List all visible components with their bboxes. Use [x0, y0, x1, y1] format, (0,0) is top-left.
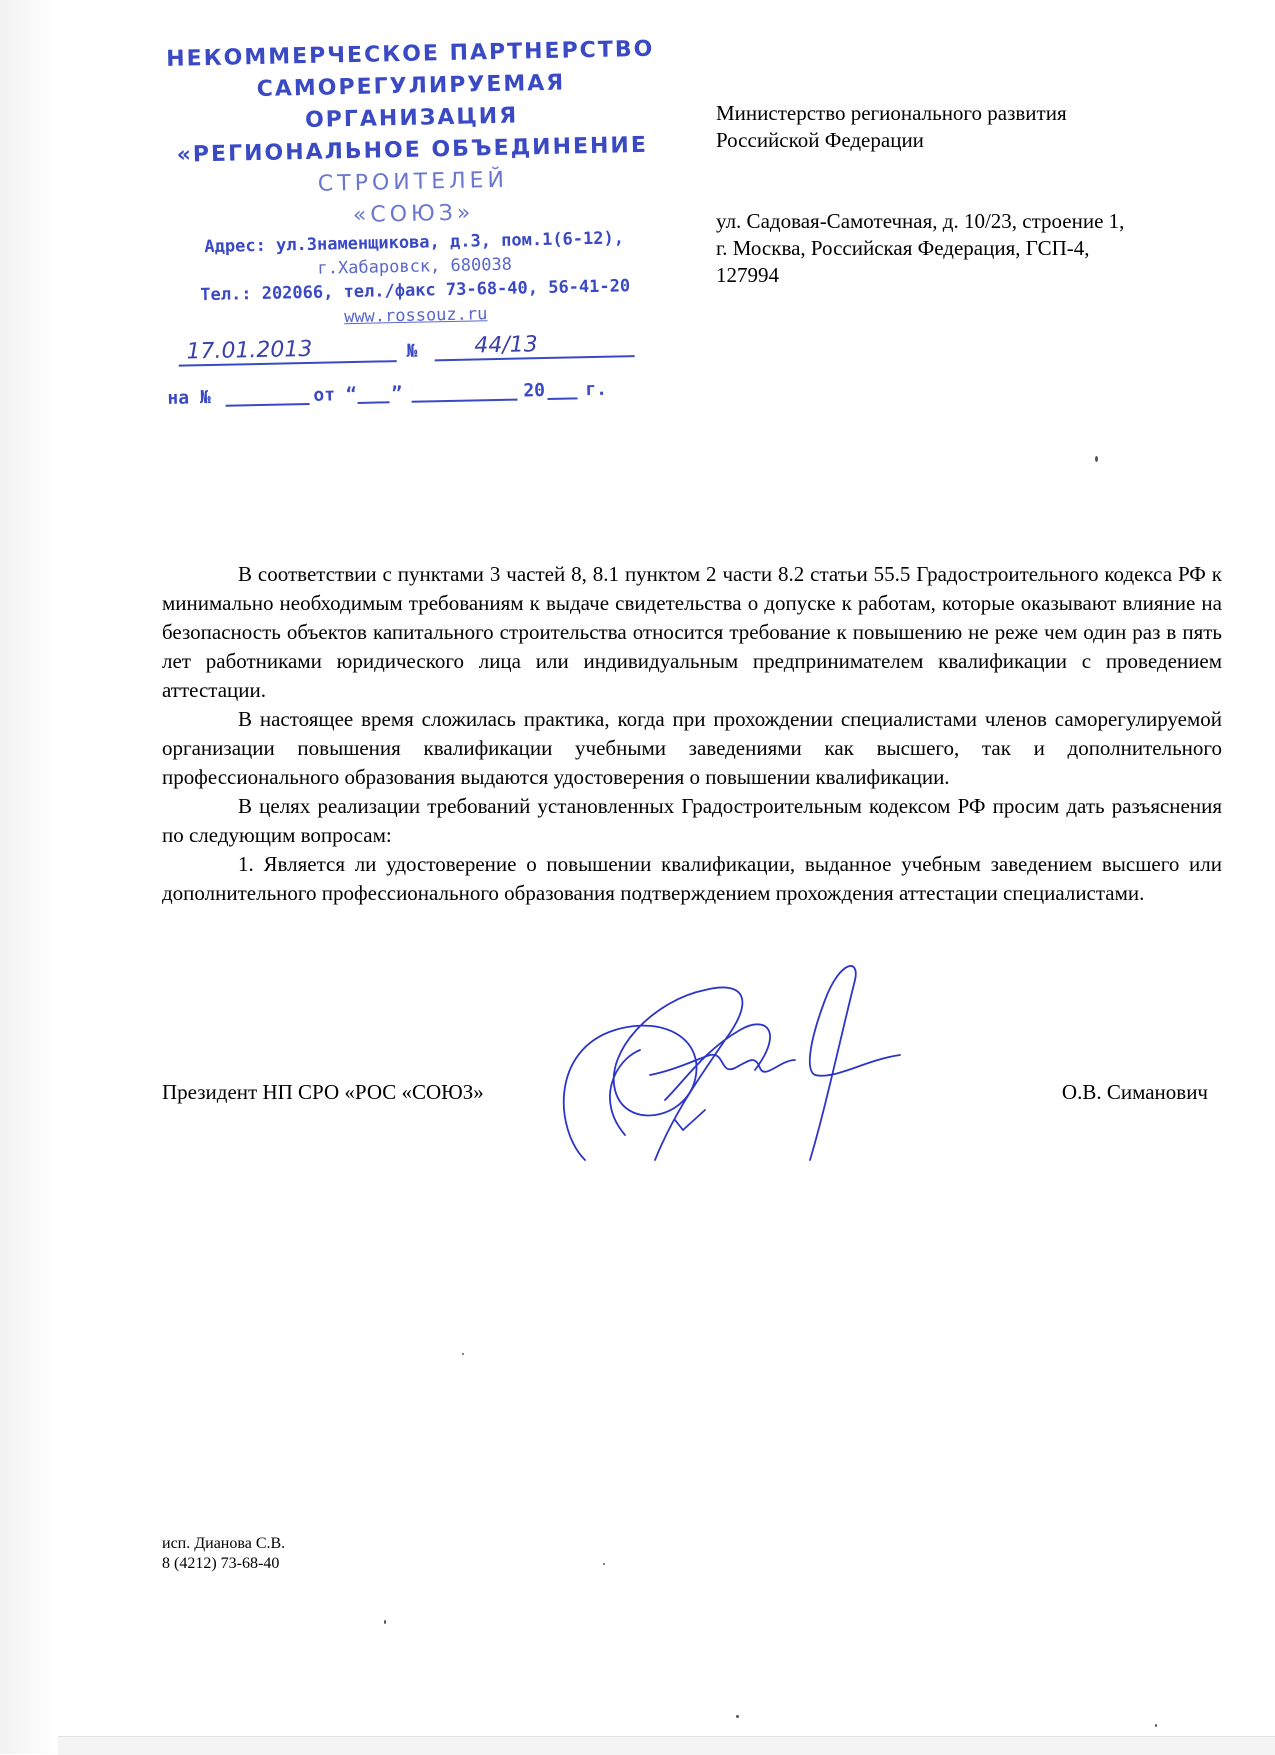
ref-quote-close: ” [391, 383, 403, 405]
ref-month-blank [411, 379, 517, 403]
letterhead-stamp [160, 34, 668, 418]
letter-body [162, 560, 1222, 908]
ref-day-blank [357, 381, 389, 404]
scan-speck [462, 1353, 464, 1355]
handwritten-number: 44/13 [434, 330, 635, 361]
signatory-title: Президент НП СРО «РОС «СОЮЗ» [162, 1080, 484, 1104]
ref-prefix: на № [167, 387, 211, 409]
org-line-3: «РЕГИОНАЛЬНОЕ ОБЪЕДИНЕНИЕ [176, 132, 649, 168]
stamp-address-line-1: Адрес: ул.Знаменщикова, д.3, пом.1(6-12), [204, 228, 625, 258]
scan-speck [736, 1715, 739, 1718]
signatory-name: О.В. Симанович [1061, 1080, 1208, 1104]
body-paragraph-2: В настоящее время сложилась практика, когда при прохождении специалистами членов саморегулируемой организации повышения квалификации учебными заведениями как высшего, так и дополнительного профессионального образования выдаются удостоверения о повышении квалификации. [162, 707, 1222, 789]
scan-bottom-edge [58, 1736, 1275, 1755]
org-line-4: СТРОИТЕЛЕЙ [317, 167, 509, 197]
stamp-website: www.rossouz.ru [343, 304, 488, 328]
ref-from: от “ [313, 383, 357, 406]
body-paragraph-1: В соответствии с пунктами 3 частей 8, 8.1 пунктом 2 части 8.2 статьи 55.5 Градостроительного кодекса РФ к минимально необходимым требованиям к выдаче свидетельства о допуске к работам, которые оказывают влияние на безопасность объектов капитального строительства относится требование к повышению не реже чем один раз в пять лет работниками юридического лица или индивидуальным предпринимателем квалификации с проведением аттестации. [162, 562, 1222, 702]
org-line-5: «СОЮЗ» [352, 200, 475, 228]
number-label: № [406, 340, 418, 362]
addressee-block [716, 100, 1216, 289]
executor-name: исп. Дианова С.В. [162, 1535, 286, 1552]
ref-year: 20 [523, 380, 546, 402]
addressee-street-1: ул. Садовая-Самотечная, д. 10/23, строение 1, [716, 209, 1125, 233]
scan-left-edge [0, 0, 58, 1754]
stamp-address-line-2: г.Хабаровск, 680038 [317, 254, 513, 279]
body-paragraph-3: В целях реализации требований установленных Градостроительным кодексом РФ просим дать разъяснения по следующим вопросам: [162, 794, 1222, 847]
ref-number-blank [225, 383, 309, 407]
body-paragraph-4: 1. Является ли удостоверение о повышении квалификации, выданное учебным заведением высшего или дополнительного профессионального образования подтверждением прохождения аттестации специалистами. [162, 852, 1222, 905]
executor-footer [162, 1534, 285, 1574]
org-line-1: НЕКОММЕРЧЕСКОЕ ПАРТНЕРСТВО [165, 36, 655, 72]
addressee-street-2: г. Москва, Российская Федерация, ГСП-4, [716, 236, 1090, 260]
addressee-line-1: Министерство регионального развития [716, 101, 1067, 125]
scan-speck [1095, 456, 1098, 462]
ref-year-blank [547, 377, 577, 400]
addressee-street-3: 127994 [716, 263, 779, 287]
addressee-line-2: Российской Федерации [716, 128, 924, 152]
scan-speck [603, 1563, 605, 1565]
scan-speck [384, 1620, 386, 1624]
stamp-phone-line: Тел.: 202066, тел./факс 73-68-40, 56-41-20 [200, 276, 631, 306]
handwritten-signature [555, 960, 915, 1200]
ref-year-suffix: г. [585, 378, 608, 401]
handwritten-date: 17.01.2013 [178, 335, 397, 367]
executor-phone: 8 (4212) 73-68-40 [162, 1555, 280, 1572]
scan-speck [1155, 1724, 1157, 1727]
org-line-2: САМОРЕГУЛИРУЕМАЯ ОРГАНИЗАЦИЯ [256, 70, 566, 133]
